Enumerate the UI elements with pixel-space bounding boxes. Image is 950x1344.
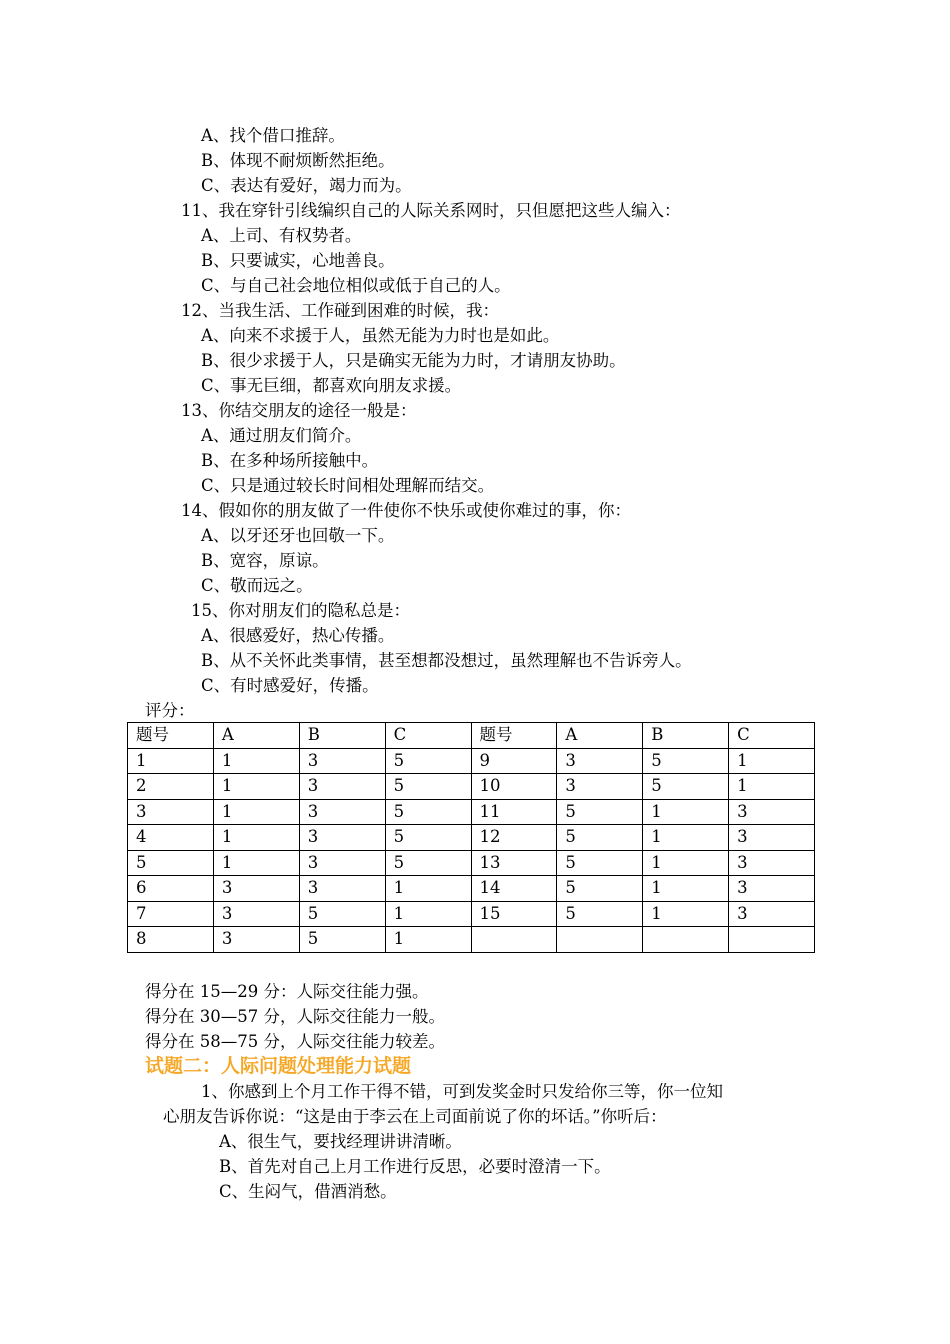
- table-row: [128, 774, 815, 800]
- option-text: B、很少求援于人，只是确实无能为力时，才请朋友协助。: [201, 351, 626, 370]
- table-cell: 5: [385, 825, 471, 851]
- table-cell: 5: [385, 799, 471, 825]
- question-text: 15、你对朋友们的隐私总是：: [191, 601, 410, 620]
- table-cell: 3: [128, 799, 214, 825]
- table-cell: 5: [643, 748, 729, 774]
- table-row: [128, 850, 815, 876]
- table-cell: 15: [471, 901, 557, 927]
- table-cell: 3: [213, 876, 299, 902]
- option-text: A、向来不求援于人，虽然无能为力时也是如此。: [201, 326, 560, 345]
- table-cell: 3: [729, 825, 815, 851]
- table-cell: 5: [557, 799, 643, 825]
- table-cell: 1: [643, 825, 729, 851]
- result-text: 得分在 30—57 分，人际交往能力一般。: [145, 1007, 445, 1026]
- table-row: [128, 825, 815, 851]
- table-cell: 3: [557, 774, 643, 800]
- table-cell: 3: [729, 799, 815, 825]
- table-cell: 1: [385, 927, 471, 953]
- result-text: 得分在 58—75 分，人际交往能力较差。: [145, 1032, 445, 1051]
- table-cell: 3: [299, 748, 385, 774]
- option-text: B、宽容，原谅。: [201, 551, 329, 570]
- table-cell: 5: [385, 748, 471, 774]
- table-cell: 1: [729, 774, 815, 800]
- table-header-cell: C: [729, 723, 815, 749]
- table-cell: 5: [385, 850, 471, 876]
- table-row: [128, 876, 815, 902]
- option-text: B、体现不耐烦断然拒绝。: [201, 151, 395, 170]
- table-cell: 1: [729, 748, 815, 774]
- table-cell: 3: [299, 850, 385, 876]
- table-cell: 10: [471, 774, 557, 800]
- table-cell: [471, 927, 557, 953]
- table-cell: 1: [385, 876, 471, 902]
- table-header-row: [128, 723, 815, 749]
- table-cell: 5: [643, 774, 729, 800]
- table-cell: 1: [643, 901, 729, 927]
- option-text: C、与自己社会地位相似或低于自己的人。: [201, 276, 511, 295]
- table-cell: 8: [128, 927, 214, 953]
- option-text: A、通过朋友们简介。: [201, 426, 362, 445]
- section-heading: 试题二：人际问题处理能力试题: [145, 1055, 412, 1077]
- option-text: B、首先对自己上月工作进行反思，必要时澄清一下。: [219, 1157, 611, 1176]
- table-cell: 2: [128, 774, 214, 800]
- table-cell: 7: [128, 901, 214, 927]
- table-cell: 5: [385, 774, 471, 800]
- table-cell: 6: [128, 876, 214, 902]
- option-text: C、只是通过较长时间相处理解而结交。: [201, 476, 495, 495]
- table-cell: 3: [213, 927, 299, 953]
- option-text: A、找个借口推辞。: [201, 126, 345, 145]
- table-header-cell: B: [299, 723, 385, 749]
- table-cell: 1: [213, 799, 299, 825]
- table-cell: 3: [299, 799, 385, 825]
- option-text: A、很生气，要找经理讲讲清晰。: [219, 1132, 462, 1151]
- table-cell: 3: [299, 774, 385, 800]
- table-header-cell: A: [557, 723, 643, 749]
- table-cell: 1: [213, 850, 299, 876]
- table-cell: 5: [557, 850, 643, 876]
- question-text-continued: 心朋友告诉你说：“这是由于李云在上司面前说了你的坏话。”你听后：: [163, 1107, 667, 1126]
- question-text: 12、当我生活、工作碰到困难的时候，我：: [181, 301, 499, 320]
- question-text: 11、我在穿针引线编织自己的人际关系网时，只但愿把这些人编入：: [181, 201, 681, 220]
- table-cell: 14: [471, 876, 557, 902]
- option-text: B、在多种场所接触中。: [201, 451, 379, 470]
- option-text: C、生闷气，借酒消愁。: [219, 1182, 397, 1201]
- option-text: B、从不关怀此类事情，甚至想都没想过，虽然理解也不告诉旁人。: [201, 651, 692, 670]
- table-header-cell: C: [385, 723, 471, 749]
- option-text: C、事无巨细，都喜欢向朋友求援。: [201, 376, 462, 395]
- table-cell: 5: [128, 850, 214, 876]
- table-cell: 13: [471, 850, 557, 876]
- table-cell: 1: [213, 825, 299, 851]
- table-header-cell: 题号: [471, 723, 557, 749]
- table-cell: 4: [128, 825, 214, 851]
- result-text: 得分在 15—29 分：人际交往能力强。: [145, 982, 429, 1001]
- table-cell: 3: [729, 876, 815, 902]
- option-text: A、以牙还牙也回敬一下。: [201, 526, 395, 545]
- question-text: 13、你结交朋友的途径一般是：: [181, 401, 417, 420]
- option-text: A、上司、有权势者。: [201, 226, 362, 245]
- table-cell: 12: [471, 825, 557, 851]
- table-cell: 5: [299, 901, 385, 927]
- table-cell: 3: [299, 876, 385, 902]
- table-cell: 1: [385, 901, 471, 927]
- table-row: [128, 927, 815, 953]
- table-cell: 9: [471, 748, 557, 774]
- table-cell: 1: [213, 774, 299, 800]
- question-text: 14、假如你的朋友做了一件使你不快乐或使你难过的事，你：: [181, 501, 631, 520]
- table-cell: 5: [557, 876, 643, 902]
- option-text: C、表达有爱好，竭力而为。: [201, 176, 412, 195]
- table-cell: 1: [643, 850, 729, 876]
- option-text: B、只要诚实，心地善良。: [201, 251, 395, 270]
- table-cell: [557, 927, 643, 953]
- table-cell: 3: [213, 901, 299, 927]
- table-cell: 3: [729, 850, 815, 876]
- score-table: [127, 722, 815, 953]
- table-row: [128, 901, 815, 927]
- table-cell: 1: [128, 748, 214, 774]
- table-cell: 1: [643, 876, 729, 902]
- table-cell: 11: [471, 799, 557, 825]
- table-cell: 3: [729, 901, 815, 927]
- table-row: [128, 748, 815, 774]
- option-text: C、敬而远之。: [201, 576, 313, 595]
- table-header-cell: 题号: [128, 723, 214, 749]
- option-text: A、很感爱好，热心传播。: [201, 626, 395, 645]
- table-cell: 3: [557, 748, 643, 774]
- table-cell: 3: [299, 825, 385, 851]
- scoring-label: 评分：: [145, 701, 195, 720]
- table-row: [128, 799, 815, 825]
- question-text: 1、你感到上个月工作干得不错，可到发奖金时只发给你三等，你一位知: [201, 1082, 723, 1101]
- table-cell: 5: [557, 825, 643, 851]
- table-cell: [643, 927, 729, 953]
- table-cell: [729, 927, 815, 953]
- table-cell: 1: [213, 748, 299, 774]
- table-header-cell: B: [643, 723, 729, 749]
- option-text: C、有时感爱好，传播。: [201, 676, 379, 695]
- table-cell: 5: [299, 927, 385, 953]
- table-cell: 5: [557, 901, 643, 927]
- table-cell: 1: [643, 799, 729, 825]
- table-header-cell: A: [213, 723, 299, 749]
